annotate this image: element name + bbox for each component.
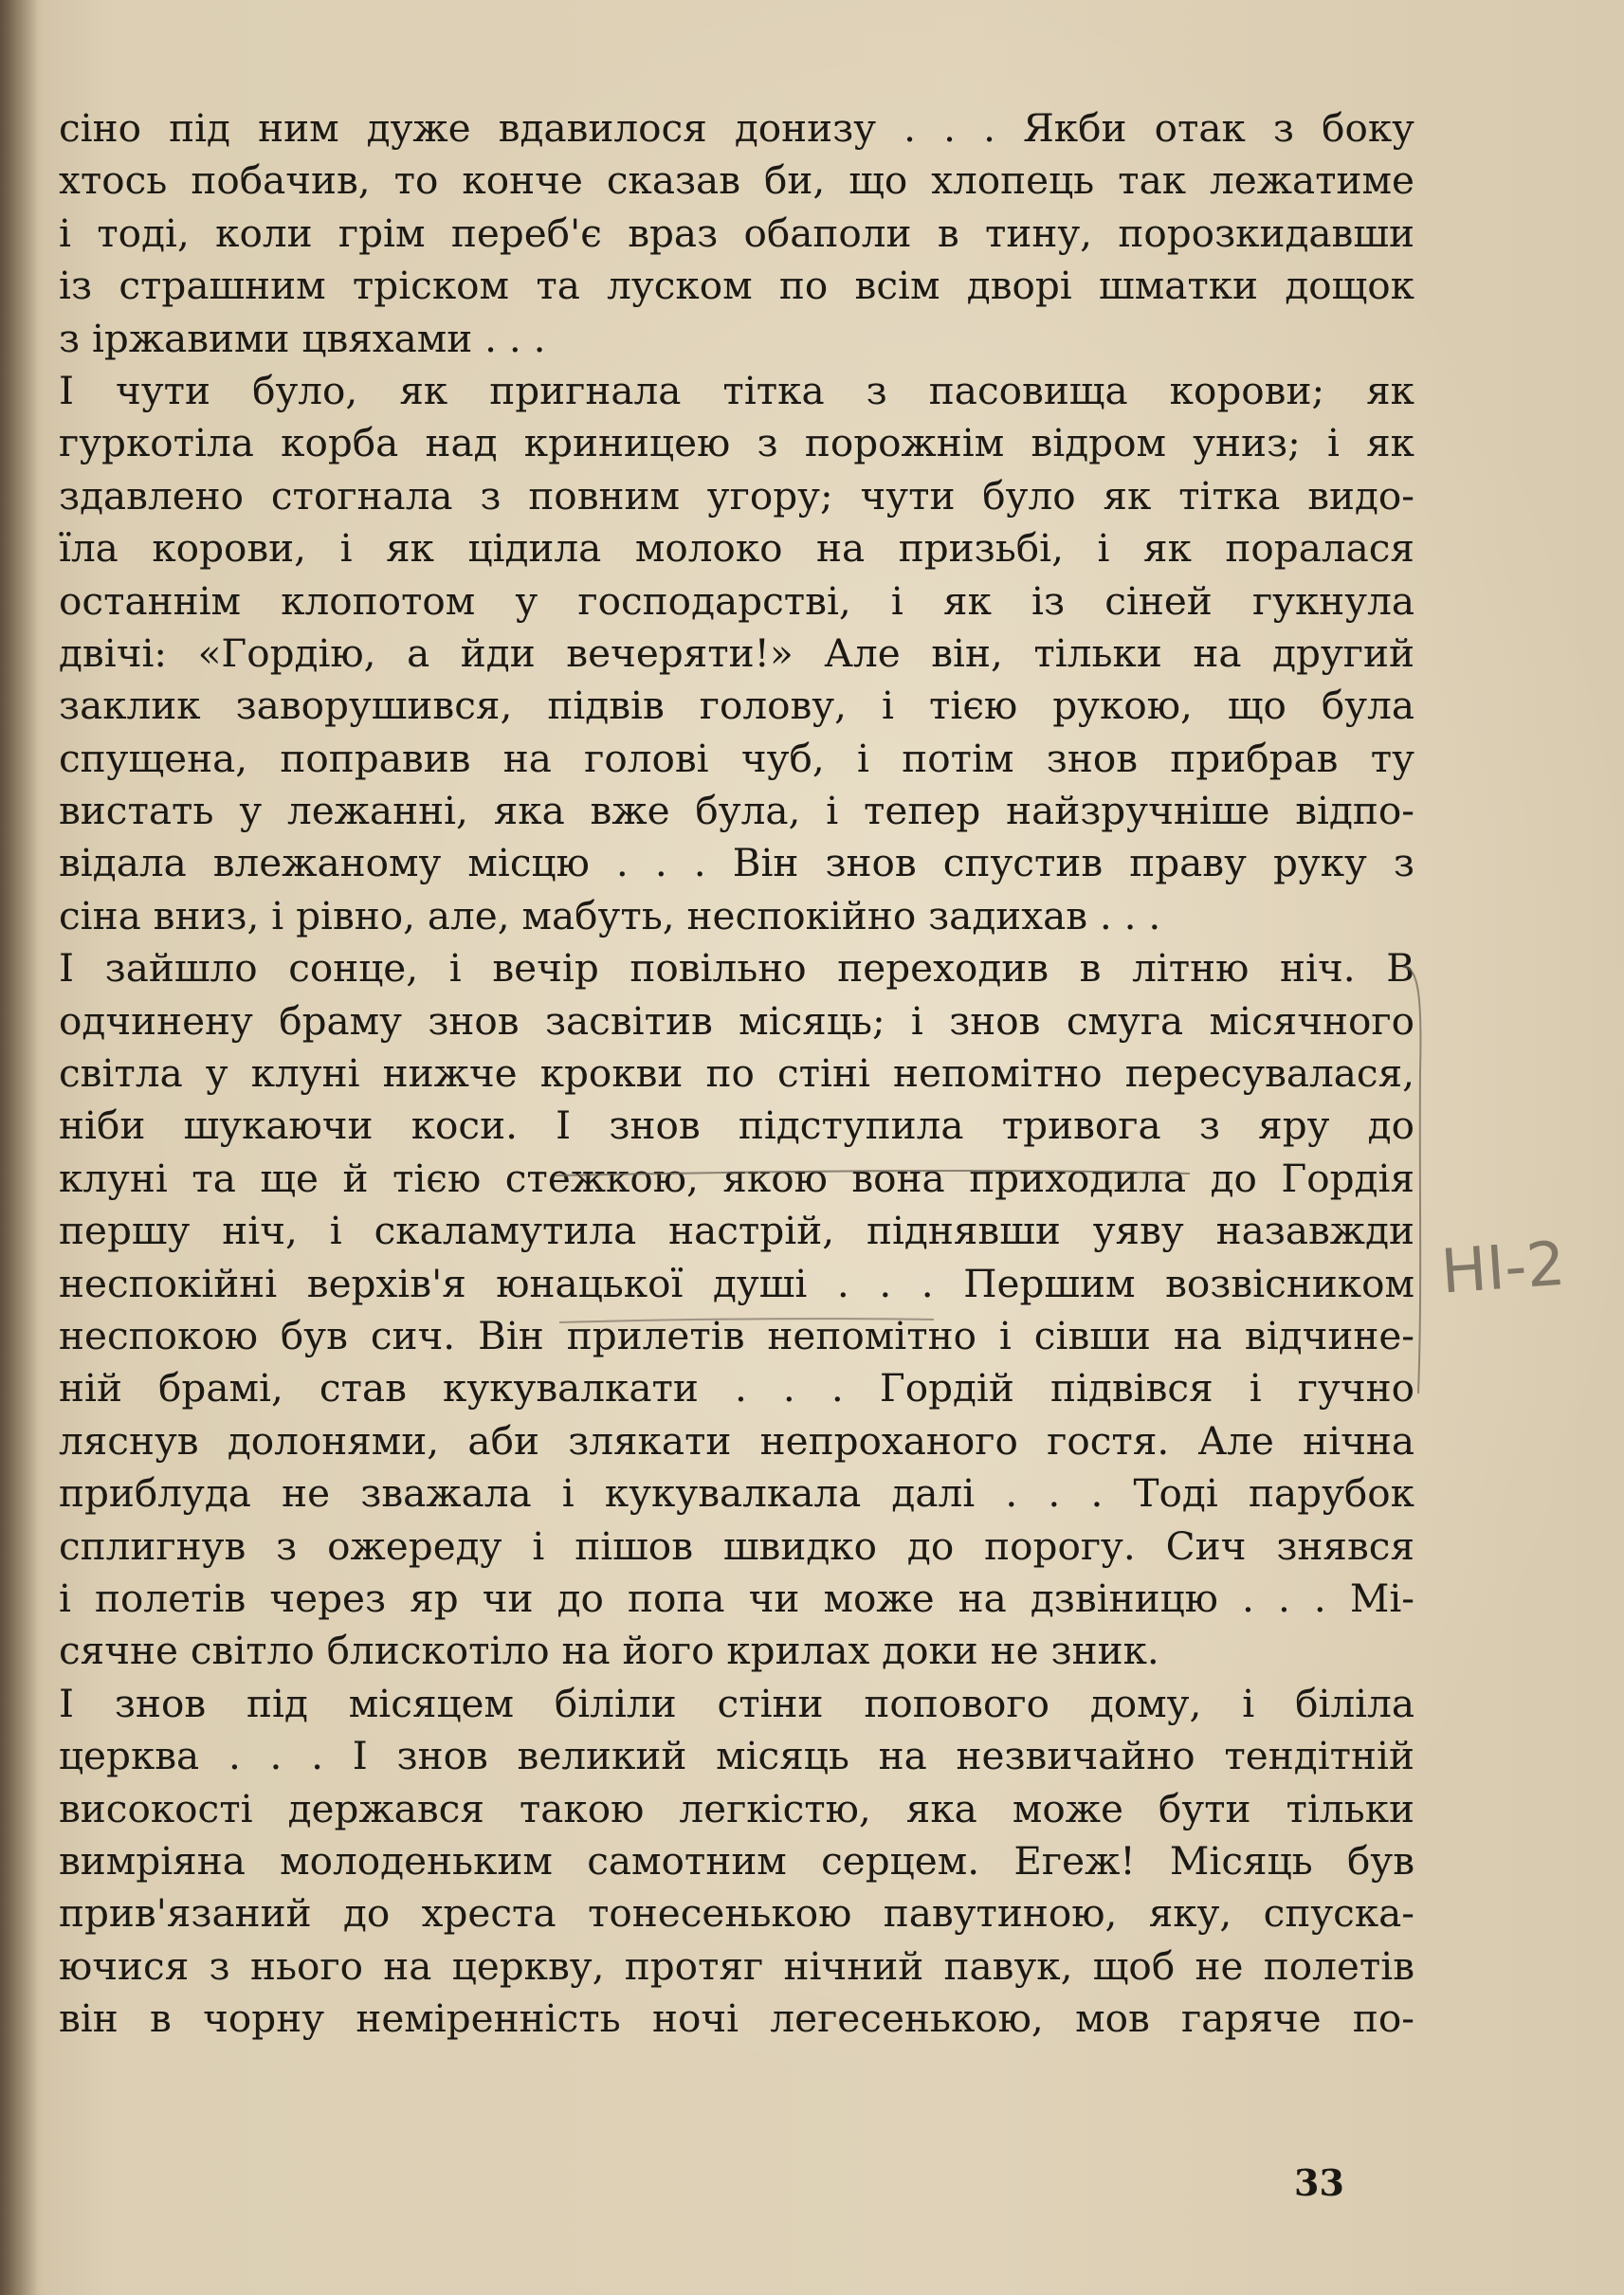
text-line: ніби шукаючи коси. І знов підступила тривога з яру до — [59, 1102, 1414, 1149]
page-number: 33 — [1294, 2161, 1344, 2204]
text-line: він в чорну неміренність ночі легесенькою, мов гаряче по- — [59, 1995, 1414, 2042]
text-line: вимріяна молоденьким самотним серцем. Егеж! Місяць був — [59, 1837, 1414, 1884]
text-line: двічі: «Гордію, а йди вечеряти!» Але він, тільки на другий — [59, 629, 1414, 676]
text-line: сіно під ним дуже вдавилося донизу . . . Якби отак з боку — [59, 105, 1414, 151]
svg-text:НІ-2: НІ-2 — [1438, 1229, 1568, 1308]
text-line: І чути було, як пригнала тітка з пасовища корови; як — [59, 367, 1414, 413]
text-line: неспокою був сич. Він прилетів непомітно і сівши на відчине- — [59, 1312, 1414, 1358]
text-line: з іржавими цвяхами . . . — [59, 315, 546, 361]
text-line: ючися з нього на церкву, протяг нічний павук, щоб не полетів — [59, 1942, 1414, 1989]
text-line: вистать у лежанні, яка вже була, і тепер найзручніше відпо- — [59, 788, 1414, 834]
text-line: ляснув долонями, аби злякати непроханого гостя. Але нічна — [59, 1417, 1414, 1464]
pencil-bracket — [1401, 957, 1430, 1403]
text-line: заклик заворушився, підвів голову, і тією рукою, що була — [59, 683, 1414, 729]
text-line: церква . . . І знов великий місяць на незвичайно тендітній — [59, 1733, 1414, 1779]
text-line: неспокійні верхів'я юнацької душі . . . Першим возвісником — [59, 1260, 1414, 1306]
text-line: прив'язаний до хреста тонесенькою павутиною, яку, спуска- — [59, 1890, 1414, 1937]
text-line: хтось побачив, то конче сказав би, що хлопець так лежатиме — [59, 157, 1414, 204]
text-line: високості держався такою легкістю, яка може бути тільки — [59, 1785, 1414, 1831]
text-line: сіна вниз, і рівно, але, мабуть, неспокійно задихав . . . — [59, 892, 1161, 938]
text-line: здавлено стогнала з повним угору; чути було як тітка видо- — [59, 472, 1414, 519]
text-line: ній брамі, став кукувалкати . . . Гордій підвівся і гучно — [59, 1365, 1414, 1412]
text-line: спущена, поправив на голові чуб, і потім знов прибрав ту — [59, 735, 1414, 781]
text-line: сплигнув з ожереду і пішов швидко до порогу. Сич знявся — [59, 1522, 1414, 1569]
text-line: приблуда не зважала і кукувалкала далі . . . Тоді парубок — [59, 1470, 1414, 1517]
text-line: відала влежаному місцю . . . Він знов спустив праву руку з — [59, 840, 1414, 886]
text-line: і полетів через яр чи до попа чи може на дзвіницю . . . Мі- — [59, 1575, 1414, 1621]
body-text — [59, 102, 1414, 2045]
text-line: клуні та ще й тією стежкою, якою вона приходила до Гордія — [59, 1155, 1414, 1201]
text-line: І зайшло сонце, і вечір повільно переходив в літню ніч. В — [59, 945, 1414, 992]
text-line: світла у клуні нижче крокви по стіні непомітно пересувалася, — [59, 1050, 1414, 1097]
text-line: і тоді, коли грім переб'є враз обаполи в тину, порозкидавши — [59, 209, 1414, 256]
handwritten-margin-note — [1433, 1213, 1604, 1318]
text-line: сячне світло блискотіло на його крилах доки не зник. — [59, 1628, 1159, 1674]
gutter-shadow — [0, 0, 38, 2295]
text-line: із страшним тріском та луском по всім дворі шматки дощок — [59, 263, 1414, 309]
text-line: їла корови, і як цідила молоко на призьбі, і як поралася — [59, 525, 1414, 572]
text-line: одчинену браму знов засвітив місяць; і знов смуга місячного — [59, 997, 1414, 1044]
text-line: І знов під місяцем біліли стіни попового дому, і біліла — [59, 1680, 1414, 1726]
text-line: останнім клопотом у господарстві, і як із сіней гукнула — [59, 577, 1414, 624]
text-line: гуркотіла корба над криницею з порожнім відром униз; і як — [59, 420, 1414, 466]
text-line: першу ніч, і скаламутила настрій, піднявши уяву назавжди — [59, 1208, 1414, 1254]
